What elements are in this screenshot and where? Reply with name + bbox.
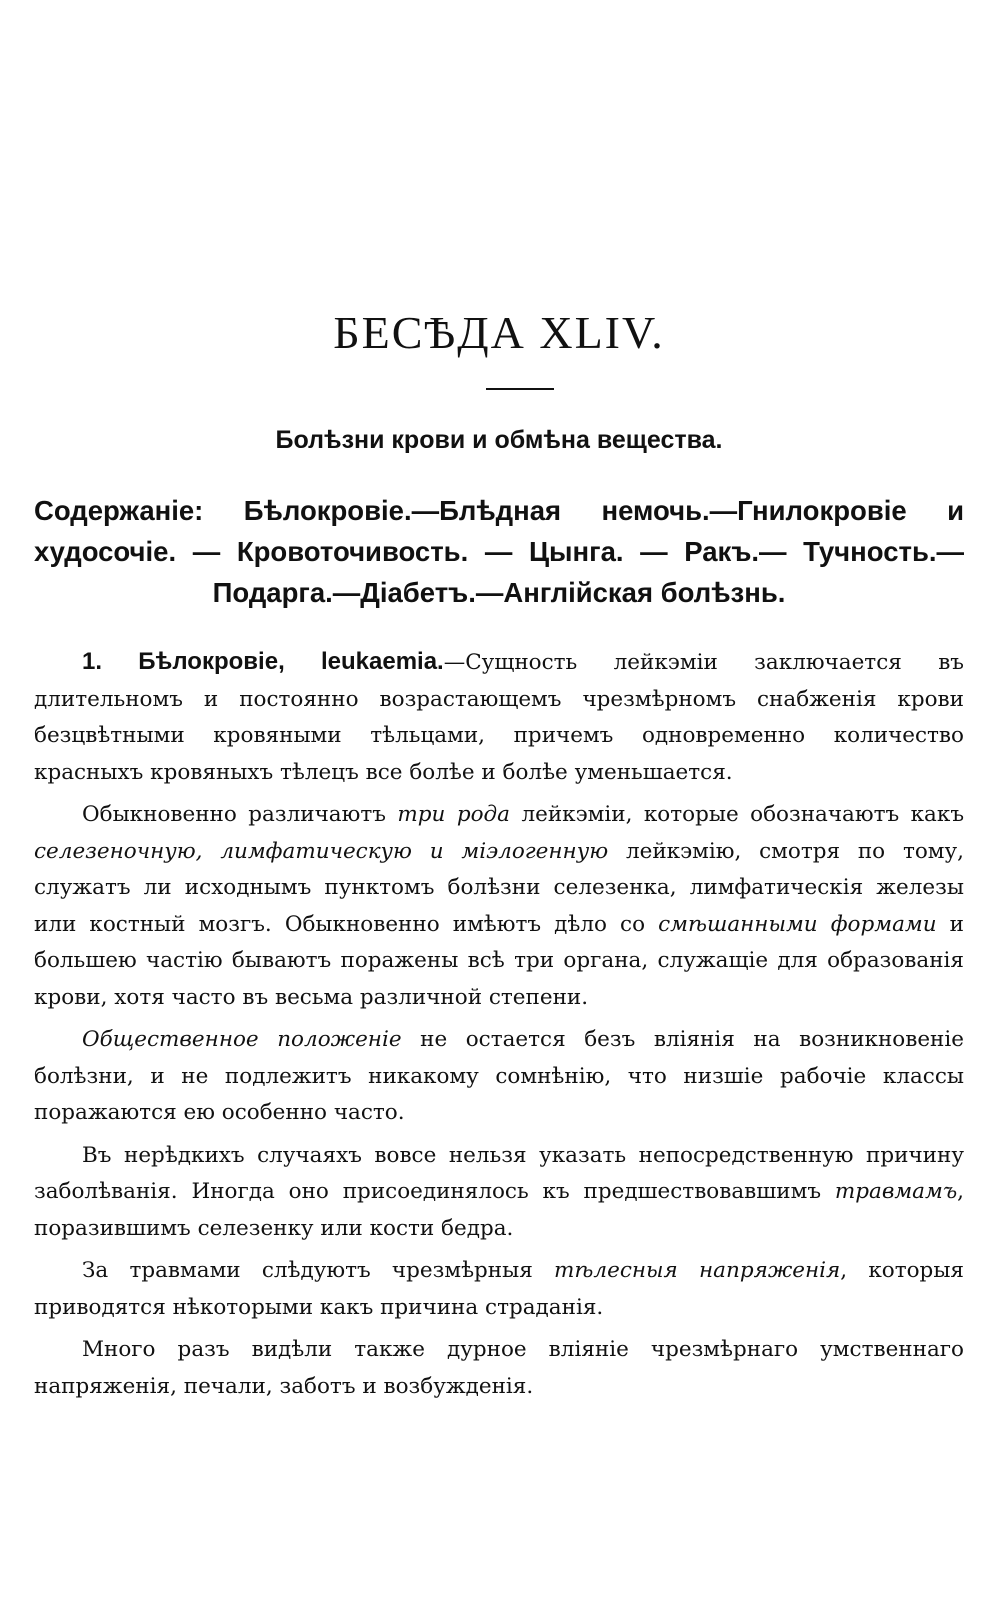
paragraph-4	[34, 1138, 964, 1248]
paragraph-3	[34, 1022, 964, 1132]
paragraph-text: За травмами слѣдуютъ чрезмѣрныя	[82, 1258, 555, 1283]
contents-label: Содержаніе:	[34, 495, 204, 526]
paragraph-text: Обыкновенно различаютъ	[82, 802, 398, 827]
paragraph-2	[34, 797, 964, 1016]
section-heading: 1. Бѣлокровіе, leukaemia.	[82, 648, 444, 675]
paragraph-text: —Сущность лейкэміи заключается въ длительномъ и постоянно возрастающемъ чрезмѣрномъ снабженія крови безцвѣтными кровяными тѣльцами, причемъ одновременно количество красныхъ кровяныхъ тѣлецъ все болѣе и болѣе уменьшается.	[34, 650, 964, 785]
emphasis: три рода	[397, 802, 510, 827]
body-text	[34, 644, 964, 1411]
paragraph-6	[34, 1332, 964, 1405]
emphasis: селезеночную, лимфатическую и міэлогенную	[34, 838, 609, 864]
contents-text: Бѣлокровіе.—Блѣдная немочь.—Гнилокровіе и худосочіе. — Кровоточивость. — Цынга. — Ракъ.— Тучность.—Подарга.—Діабетъ.—Англійская болѣзнь.	[34, 495, 964, 608]
emphasis: травмамъ	[834, 1179, 958, 1204]
emphasis: тѣлесныя напряженія	[554, 1258, 841, 1283]
paragraph-text: Въ нерѣдкихъ случаяхъ вовсе нельзя указать непосредственную причину заболѣванія. Иногда оно присоединялось къ предшествовавшимъ	[34, 1142, 964, 1204]
paragraph-text: не остается безъ вліянія на возникновеніе болѣзни, и не подлежитъ никакому сомнѣнію, что низшіе рабочіе классы поражаются ею особенно часто.	[34, 1027, 964, 1125]
paragraph-text: лейкэмію, смотря по тому, служатъ ли исходнымъ пунктомъ болѣзни селезенка, лимфатическія железы или костный мозгъ. Обыкновенно имѣютъ дѣло со	[34, 838, 964, 937]
chapter-title: БЕСѢДА XLIV.	[333, 307, 665, 358]
paragraph-1	[34, 644, 964, 791]
paragraph-text: Много разъ видѣли также дурное вліяніе чрезмѣрнаго умственнаго напряженія, печали, заботъ и возбужденія.	[34, 1337, 964, 1399]
paragraph-5	[34, 1253, 964, 1326]
contents-summary	[34, 490, 964, 613]
emphasis: смѣшанными формами	[658, 911, 937, 937]
emphasis: Общественное положеніе	[82, 1027, 402, 1052]
paragraph-text: , которыя приводятся нѣкоторыми какъ причина страданія.	[34, 1258, 964, 1320]
paragraph-text: и большею частію бываютъ поражены всѣ три органа, служащіе для образованія крови, хотя часто въ весьма различной степени.	[34, 911, 964, 1010]
paragraph-text: лейкэміи, которые обозначаютъ какъ	[509, 802, 964, 827]
paragraph-text: , поразившимъ селезенку или кости бедра.	[34, 1179, 964, 1241]
title-divider	[486, 388, 554, 390]
chapter-subtitle: Болѣзни крови и обмѣна вещества.	[275, 426, 723, 454]
